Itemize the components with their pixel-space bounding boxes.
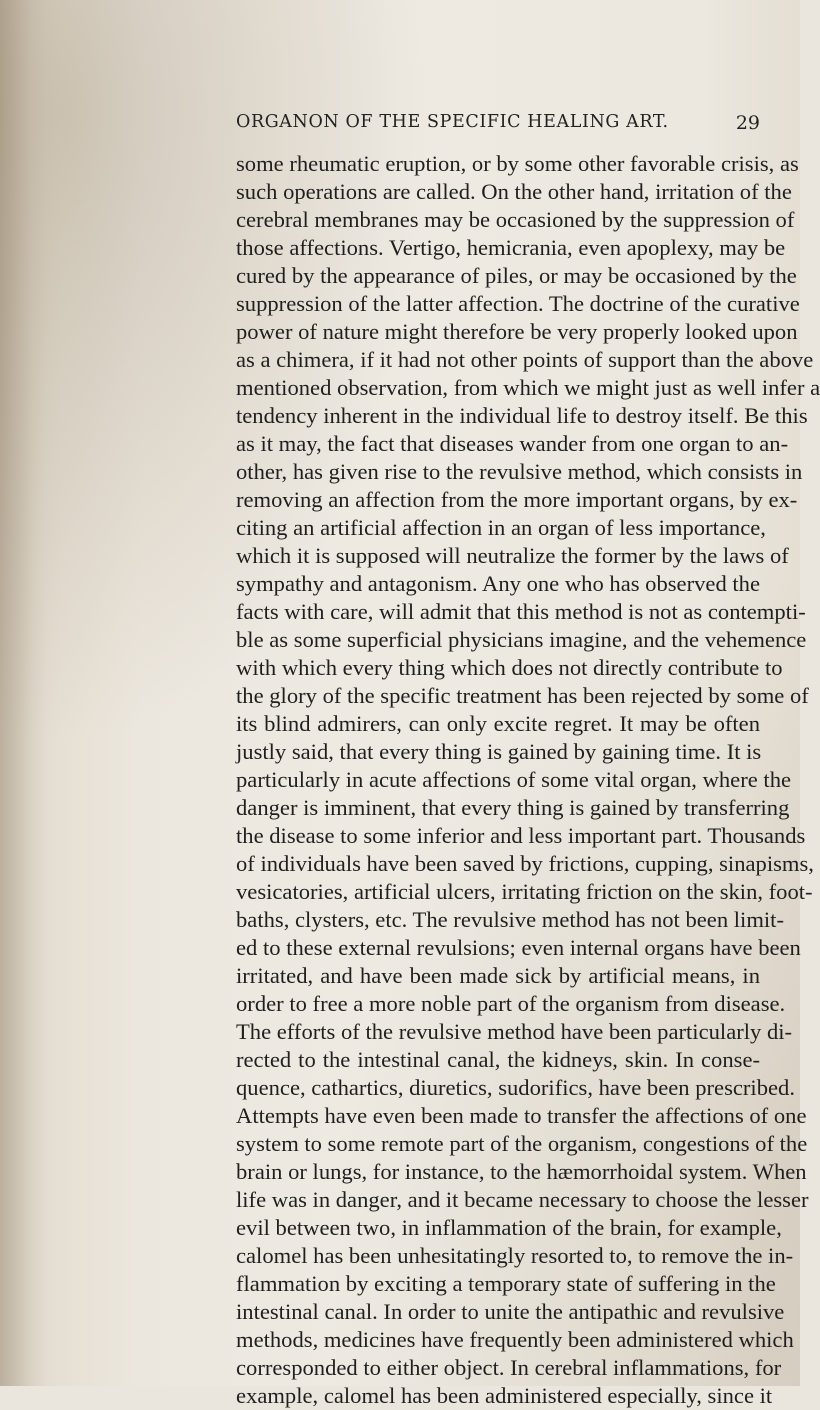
text-line: such operations are called. On the other hand, irritation of the [236,179,792,204]
text-line: the disease to some inferior and less important part. Thousands [236,823,806,848]
text-line: other, has given rise to the revulsive method, which consists in [236,459,803,484]
text-line: calomel has been unhesitatingly resorted to, to remove the in- [236,1243,794,1268]
text-line: removing an affection from the more important organs, by ex- [236,487,798,512]
text-line: baths, clysters, etc. The revulsive method has not been limit- [236,907,784,932]
text-line: system to some remote part of the organism, congestions of the [236,1131,808,1156]
text-line: flammation by exciting a temporary state of suffering in the [236,1271,776,1296]
text-line: power of nature might therefore be very properly looked upon [236,319,798,344]
text-line: life was in danger, and it became necessary to choose the lesser [236,1187,809,1212]
body-text [236,150,820,1410]
text-line: quence, cathartics, diuretics, sudorifics, have been prescribed. [236,1075,795,1100]
text-line: The efforts of the revulsive method have been particularly di- [236,1019,793,1044]
text-line: particularly in acute affections of some vital organ, where the [236,767,792,792]
text-line: ble as some superficial physicians imagine, and the vehemence [236,627,807,652]
text-line: citing an artificial affection in an organ of less importance, [236,515,766,540]
text-line: evil between two, in inflammation of the brain, for example, [236,1215,782,1240]
text-line: mentioned observation, from which we might just as well infer a [236,375,820,400]
text-line: cerebral membranes may be occasioned by the suppression of [236,207,795,232]
text-line: as it may, the fact that diseases wander from one organ to an- [236,431,789,456]
text-line: some rheumatic eruption, or by some other favorable crisis, as [236,151,799,176]
text-line: ed to these external revulsions; even internal organs have been [236,935,801,960]
text-line: tendency inherent in the individual life to destroy itself. Be this [236,403,808,428]
text-line: example, calomel has been administered especially, since it [236,1383,773,1408]
text-line: cured by the appearance of piles, or may be occasioned by the [236,263,797,288]
text-line: brain or lungs, for instance, to the hæmorrhoidal system. When [236,1159,807,1184]
text-line: which it is supposed will neutralize the former by the laws of [236,543,789,568]
text-line: those affections. Vertigo, hemicrania, even apoplexy, may be [236,235,786,260]
text-line: irritated, and have been made sick by artificial means, in [236,963,760,988]
text-line: the glory of the specific treatment has been rejected by some of [236,683,809,708]
text-line: vesicatories, artificial ulcers, irritating friction on the skin, foot- [236,879,813,904]
text-line: of individuals have been saved by frictions, cupping, sinapisms, [236,851,814,876]
text-line: suppression of the latter affection. The doctrine of the curative [236,291,800,316]
text-line: intestinal canal. In order to unite the antipathic and revulsive [236,1299,785,1324]
text-line: its blind admirers, can only excite regret. It may be often [236,711,760,736]
text-line: facts with care, will admit that this method is not as contempti- [236,599,806,624]
text-line: as a chimera, if it had not other points of support than the above [236,347,814,372]
text-line: methods, medicines have frequently been administered which [236,1327,794,1352]
text-line: justly said, that every thing is gained by gaining time. It is [236,739,762,764]
text-line: Attempts have even been made to transfer the affections of one [236,1103,807,1128]
page-gutter-shadow [0,0,46,1386]
text-line: corresponded to either object. In cerebral inflammations, for [236,1355,782,1380]
text-line: order to free a more noble part of the organism from disease. [236,991,786,1016]
text-line: sympathy and antagonism. Any one who has observed the [236,571,760,596]
text-line: with which every thing which does not directly contribute to [236,655,783,680]
text-line: danger is imminent, that every thing is gained by transferring [236,795,790,820]
running-head-title: ORGANON OF THE SPECIFIC HEALING ART. [236,112,669,132]
page-number: 29 [735,112,760,134]
running-head [0,112,800,142]
text-line: rected to the intestinal canal, the kidneys, skin. In conse- [236,1047,760,1072]
